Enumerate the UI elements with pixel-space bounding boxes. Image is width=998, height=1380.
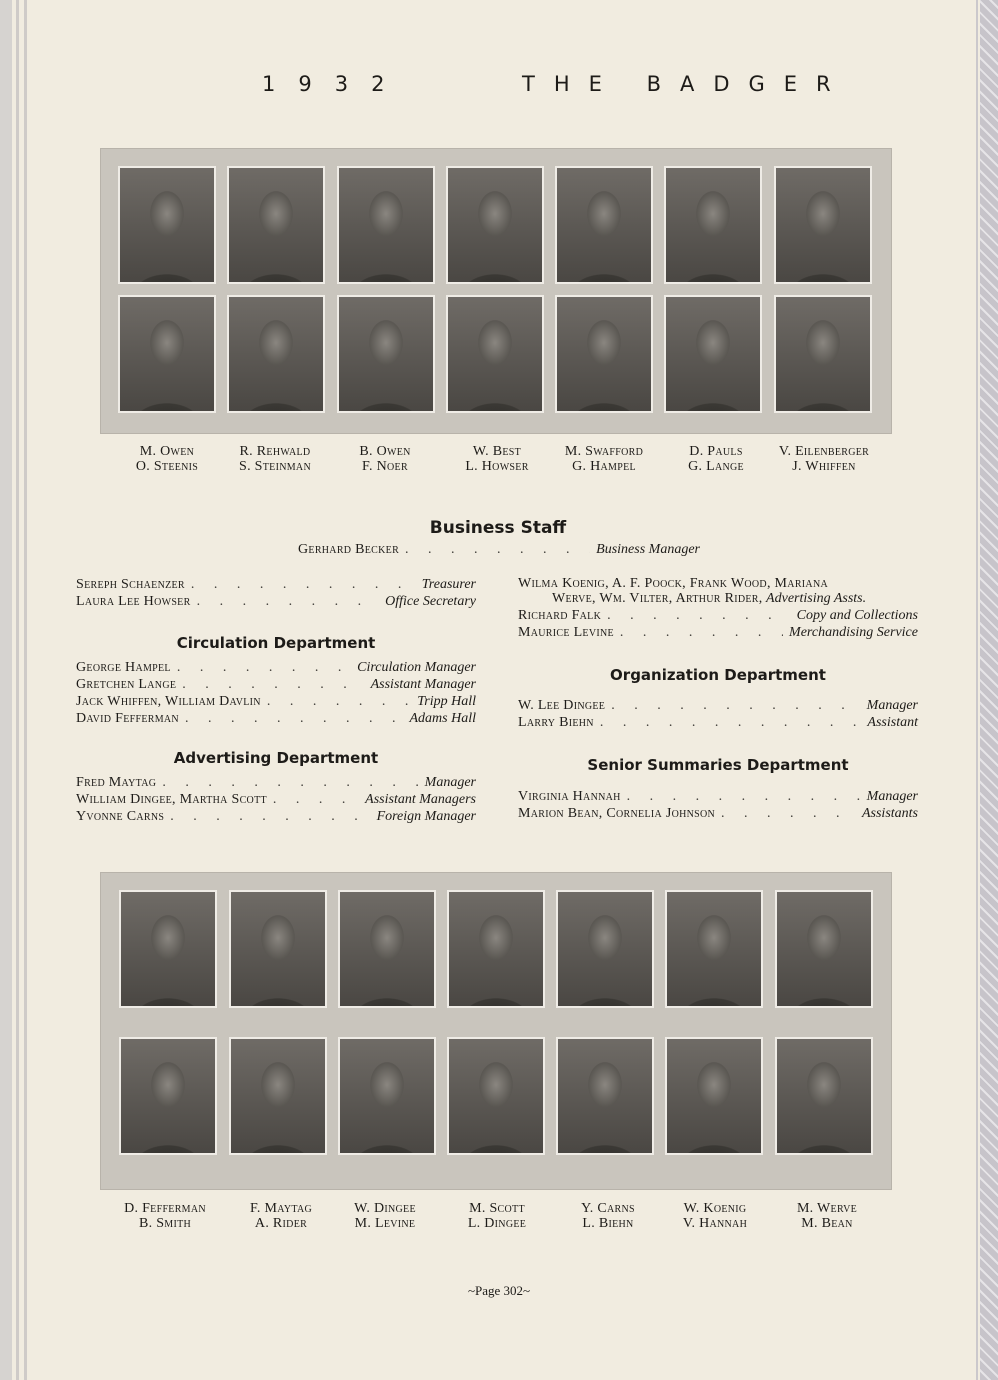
staff-row: Gretchen Lange . . . Assistant Manager	[76, 676, 476, 693]
business-manager-row: Gerhard Becker . . . Business Manager	[298, 541, 700, 558]
staff-row: Fred Maytag . . . Manager	[76, 774, 476, 791]
portrait-photo	[227, 166, 325, 284]
portrait-photo	[446, 166, 544, 284]
caption: B. Owen F. Noer	[359, 444, 411, 474]
portrait-photo	[775, 890, 873, 1008]
caption: R. Rehwald S. Steinman	[239, 444, 311, 474]
portrait-photo	[555, 295, 653, 413]
staff-row: Laura Lee Howser . . . Office Secretary	[76, 593, 476, 610]
advertising-assistants-line-1: Wilma Koenig, A. F. Poock, Frank Wood, Mariana	[518, 576, 828, 591]
portrait-photo	[555, 166, 653, 284]
staff-row: Jack Whiffen, William Davlin . . . Tripp Hall	[76, 693, 476, 710]
portrait-photo	[665, 1037, 763, 1155]
advertising-heading: Advertising Department	[173, 749, 379, 767]
portrait-photo	[227, 295, 325, 413]
right-page-border	[968, 0, 998, 1380]
staff-row: Sereph Schaenzer . . . Treasurer	[76, 576, 476, 593]
portrait-photo	[119, 1037, 217, 1155]
staff-row: George Hampel . . . Circulation Manager	[76, 659, 476, 676]
caption: W. Dingee M. Levine	[354, 1201, 416, 1231]
circulation-heading: Circulation Department	[176, 634, 376, 652]
staff-row: Virginia Hannah . . . Manager	[518, 788, 918, 805]
portrait-photo	[556, 1037, 654, 1155]
caption: Y. Carns L. Biehn	[581, 1201, 635, 1231]
portrait-photo	[118, 166, 216, 284]
caption: M. Werve M. Bean	[796, 1201, 858, 1231]
portrait-photo	[118, 295, 216, 413]
staff-row: Maurice Levine . . . Merchandising Service	[518, 624, 918, 641]
caption: D. Fefferman B. Smith	[124, 1201, 206, 1231]
page-header	[0, 72, 998, 102]
organization-heading: Organization Department	[610, 666, 826, 684]
staff-row: David Fefferman . . . Adams Hall	[76, 710, 476, 727]
portrait-photo	[774, 166, 872, 284]
header-year: 1932	[262, 72, 408, 96]
portrait-photo	[338, 890, 436, 1008]
caption: W. Best L. Howser	[465, 444, 529, 474]
portrait-photo	[446, 295, 544, 413]
caption: M. Owen O. Steenis	[135, 444, 199, 474]
business-staff-heading: Business Staff	[429, 518, 567, 538]
advertising-assistants-line-2: Werve, Wm. Vilter, Arthur Rider, Advertising Assts.	[552, 591, 867, 606]
bottom-photo-panel	[100, 872, 892, 1190]
portrait-photo	[119, 890, 217, 1008]
staff-row: Larry Biehn . . . Assistant	[518, 714, 918, 731]
portrait-photo	[447, 1037, 545, 1155]
header-title: THE BADGER	[522, 72, 850, 96]
top-photo-panel	[100, 148, 892, 434]
portrait-photo	[665, 890, 763, 1008]
portrait-photo	[664, 295, 762, 413]
staff-row: William Dingee, Martha Scott . . . Assistant Managers	[76, 791, 476, 808]
portrait-photo	[229, 890, 327, 1008]
caption: M. Scott L. Dingee	[467, 1201, 527, 1231]
portrait-photo	[337, 295, 435, 413]
portrait-photo	[447, 890, 545, 1008]
portrait-photo	[664, 166, 762, 284]
left-page-border	[0, 0, 40, 1380]
portrait-photo	[774, 295, 872, 413]
page-number: ~Page 302~	[467, 1283, 531, 1298]
staff-row: Richard Falk . . . Copy and Collections	[518, 607, 918, 624]
portrait-photo	[338, 1037, 436, 1155]
caption: F. Maytag A. Rider	[249, 1201, 313, 1231]
caption: M. Swafford G. Hampel	[564, 444, 644, 474]
caption: W. Koenig V. Hannah	[682, 1201, 748, 1231]
portrait-photo	[337, 166, 435, 284]
portrait-photo	[229, 1037, 327, 1155]
portrait-photo	[556, 890, 654, 1008]
caption: V. Eilenberger J. Whiffen	[778, 444, 870, 474]
caption: D. Pauls G. Lange	[688, 444, 744, 474]
staff-row: Yvonne Carns . . . Foreign Manager	[76, 808, 476, 825]
staff-row: W. Lee Dingee . . . Manager	[518, 697, 918, 714]
senior-summaries-heading: Senior Summaries Department	[587, 756, 849, 774]
portrait-photo	[775, 1037, 873, 1155]
staff-row: Marion Bean, Cornelia Johnson . . . Assistants	[518, 805, 918, 822]
